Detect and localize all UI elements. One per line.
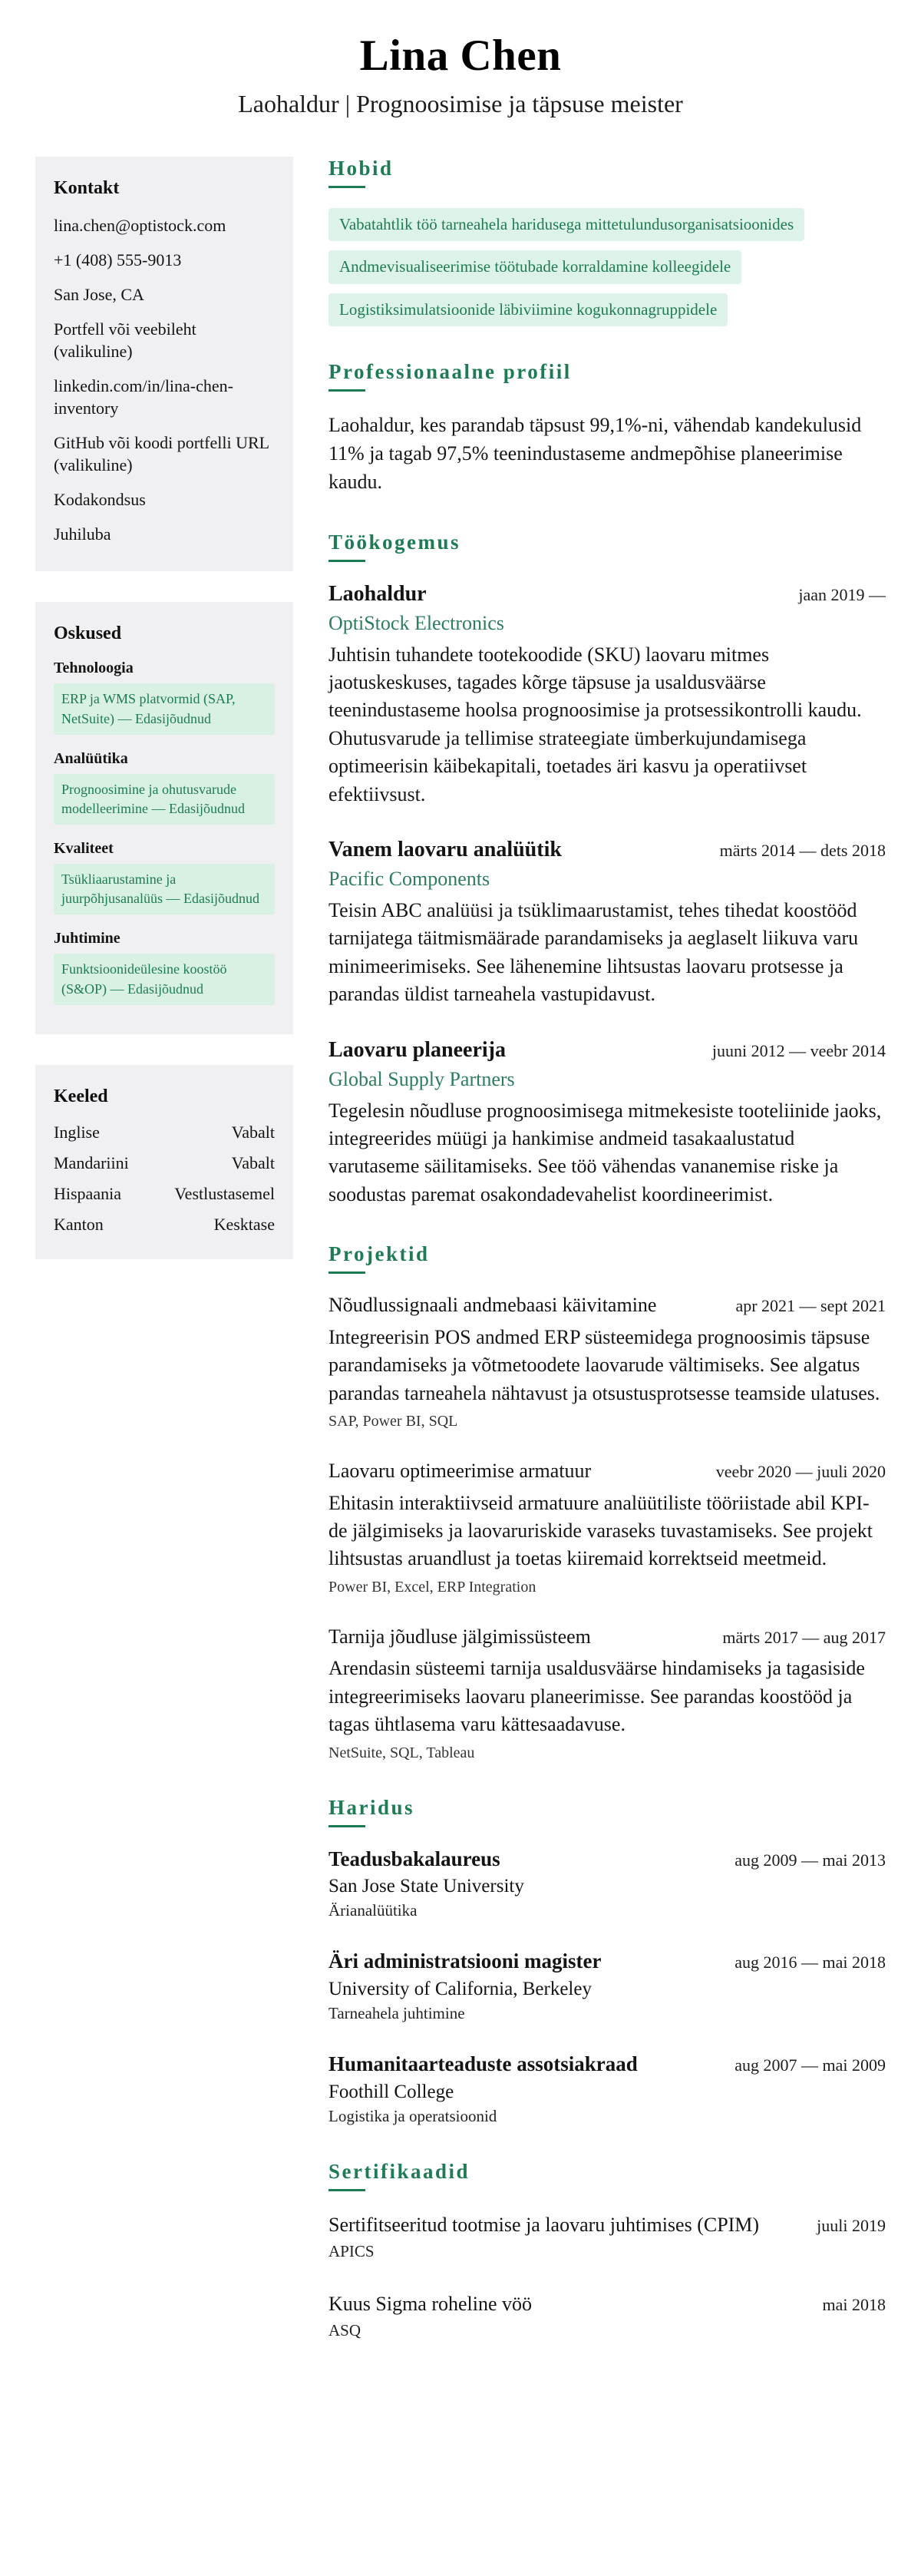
job-dates: märts 2014 — dets 2018 <box>719 840 886 860</box>
languages-section-title: Keeled <box>54 1086 108 1106</box>
skill-group-technology <box>54 660 275 734</box>
education-school: Foothill College <box>328 2081 454 2102</box>
job-header-row <box>328 1038 886 1063</box>
contact-citizenship: Kodakondsus <box>54 490 146 510</box>
certification-entry <box>328 2211 886 2261</box>
contact-section <box>35 157 293 571</box>
education-degree: Teadusbakalaureus <box>328 1847 500 1870</box>
hobby-chip: Andmevisualiseerimise töötubade korraldamine kolleegidele <box>328 250 741 283</box>
project-title: Nõudlussignaali andmebaasi käivitamine <box>328 1294 657 1317</box>
certification-date: mai 2018 <box>822 2294 886 2314</box>
section-underline <box>328 186 365 188</box>
education-entry <box>328 2052 886 2126</box>
sidebar <box>35 157 293 1290</box>
job-title: Laovaru planeerija <box>328 1037 506 1062</box>
experience-section-title: Töökogemus <box>328 530 461 554</box>
project-dates: apr 2021 — sept 2021 <box>735 1296 886 1316</box>
section-underline <box>328 2189 365 2191</box>
certification-issuer: ASQ <box>328 2320 361 2340</box>
language-row <box>54 1123 275 1143</box>
languages-section <box>35 1065 293 1259</box>
profile-section <box>328 360 886 497</box>
main-column <box>328 157 886 2340</box>
education-entry <box>328 1949 886 2023</box>
section-underline <box>328 1271 365 1274</box>
person-name: Lina Chen <box>359 31 562 80</box>
language-level: Vabalt <box>231 1122 275 1142</box>
education-school: San Jose State University <box>328 1876 524 1897</box>
education-field: Ärianalüütika <box>328 1901 418 1920</box>
education-section <box>328 1796 886 2126</box>
contact-portfolio: Portfell või veebileht (valikuline) <box>54 319 196 362</box>
certification-date: juuli 2019 <box>817 2215 886 2235</box>
job-company: Global Supply Partners <box>328 1067 515 1090</box>
hobbies-section-title: Hobid <box>328 157 394 180</box>
certifications-section <box>328 2160 886 2340</box>
skill-group-analytics <box>54 750 275 825</box>
hobby-chip: Vabatahtlik töö tarneahela haridusega mittetulundusorganisatsioonides <box>328 208 804 241</box>
contact-section-title: Kontakt <box>54 178 120 198</box>
profile-section-title: Professionaalne profiil <box>328 359 572 383</box>
project-description: Integreerisin POS andmed ERP süsteemidega prognoosimis täpsuse parandamiseks ja võtmetoodete laovarude vältimiseks. See algatus parandas tarneahela nähtavust ja otsustusprotsesse teamside ulatuses. <box>328 1325 880 1404</box>
education-degree: Äri administratsiooni magister <box>328 1949 602 1973</box>
job-header-row <box>328 582 886 607</box>
certification-entry <box>328 2290 886 2340</box>
education-school: University of California, Berkeley <box>328 1979 592 2000</box>
skill-group-quality <box>54 840 275 914</box>
language-name: Kanton <box>54 1214 104 1234</box>
contact-phone: +1 (408) 555-9013 <box>54 250 182 270</box>
job-description: Teisin ABC analüüsi ja tsüklimaarustamist, tehes tihedat koostööd tarnijatega täitmismäärade parandamiseks ja aeglaselt liikuva varu minimeerimiseks. See lähenemine lihtsustas laovaru protsesse ja parandas üldist tarneahela vastupidavust. <box>328 898 859 1006</box>
job-dates: juuni 2012 — veebr 2014 <box>711 1040 886 1060</box>
section-underline <box>328 560 365 562</box>
skill-group-label: Juhtimine <box>54 930 120 947</box>
job-dates: jaan 2019 — <box>798 584 886 604</box>
job-company: Pacific Components <box>328 867 490 890</box>
job-description: Juhtisin tuhandete tootekoodide (SKU) laovaru mitmes jaotuskeskuses, tagades kõrge täpsuse ja usaldusväärse teenindustaseme hoolsa prognoosimise ja protsessikontrolli kaudu. Ohutusvarude ja tellimise strateegiate ümberkujundamisega optimeerisin käibekapitali, toetades äri kasvu ja operatiivset efektiivsust. <box>328 643 862 805</box>
content-columns <box>35 157 886 2340</box>
education-dates: aug 2007 — mai 2009 <box>734 2055 886 2075</box>
skill-group-leadership <box>54 930 275 1004</box>
language-name: Hispaania <box>54 1183 121 1203</box>
language-name: Mandariini <box>54 1152 129 1172</box>
certification-name: Kuus Sigma roheline vöö <box>328 2292 533 2315</box>
language-name: Inglise <box>54 1122 100 1142</box>
skill-group-label: Kvaliteet <box>54 840 114 858</box>
person-tagline: Laohaldur | Prognoosimise ja täpsuse meister <box>238 90 683 117</box>
certification-header-row <box>328 2211 886 2238</box>
section-underline <box>328 1825 365 1827</box>
language-level: Vestlustasemel <box>174 1183 275 1203</box>
education-header-row <box>328 2052 886 2077</box>
skill-chip: Funktsioonideülesine koostöö (S&OP) — Edasijõudnud <box>54 954 275 1004</box>
skills-section <box>35 602 293 1034</box>
skill-chip: Tsükliaarustamine ja juurpõhjusanalüüs — Edasijõudnud <box>54 864 275 914</box>
education-field: Logistika ja operatsioonid <box>328 2106 497 2125</box>
certification-name: Sertifitseeritud tootmise ja laovaru juhtimises (CPIM) <box>328 2213 760 2236</box>
job-title: Laohaldur <box>328 581 427 606</box>
project-header-row <box>328 1460 886 1483</box>
project-dates: veebr 2020 — juuli 2020 <box>715 1461 886 1481</box>
project-entry <box>328 1460 886 1596</box>
certification-issuer: APICS <box>328 2241 375 2260</box>
project-header-row <box>328 1294 886 1318</box>
project-tech-stack: SAP, Power BI, SQL <box>328 1412 458 1430</box>
profile-summary: Laohaldur, kes parandab täpsust 99,1%-ni, vähendab kandekulusid 11% ja tagab 97,5% teenindustaseme andmepõhise planeerimise kaudu. <box>328 413 862 493</box>
project-title: Tarnija jõudluse jälgimissüsteem <box>328 1625 591 1648</box>
job-description: Tegelesin nõudluse prognoosimisega mitmekesiste tooteliinide jaoks, integreerides müügi ja hankimise andmeid tasakaalustatud varutaseme säilitamiseks. See töö vähendas vananemise riske ja soodustas paremat osakondadevahelist koordineerimist. <box>328 1099 882 1205</box>
skill-chip: Prognoosimine ja ohutusvarude modelleerimine — Edasijõudnud <box>54 774 275 825</box>
education-degree: Humanitaarteaduste assotsiakraad <box>328 2052 638 2076</box>
section-underline <box>328 389 365 392</box>
contact-github: GitHub või koodi portfelli URL (valikuline) <box>54 433 269 475</box>
hobbies-section <box>328 157 886 326</box>
job-title: Vanem laovaru analüütik <box>328 837 562 861</box>
job-header-row <box>328 838 886 862</box>
language-row <box>54 1184 275 1204</box>
education-field: Tarneahela juhtimine <box>328 2004 465 2023</box>
project-dates: märts 2017 — aug 2017 <box>722 1627 886 1647</box>
experience-section <box>328 531 886 1209</box>
education-dates: aug 2016 — mai 2018 <box>734 1953 886 1973</box>
project-description: Ehitasin interaktiivseid armatuure analüütiliste tööriistade abil KPI-de jälgimiseks ja laovaruriskide varaseks tuvastamiseks. See projekt lihtsustas aruandlust ja toetas kiiremaid korrektseid meetmeid. <box>328 1491 873 1570</box>
contact-driving-license: Juhiluba <box>54 524 111 544</box>
resume-header <box>35 31 886 118</box>
skills-section-title: Oskused <box>54 623 122 644</box>
hobby-chip: Logistiksimulatsioonide läbiviimine kogukonnagruppidele <box>328 293 728 326</box>
education-header-row <box>328 1949 886 1974</box>
certifications-section-title: Sertifikaadid <box>328 2159 470 2183</box>
contact-location: San Jose, CA <box>54 285 144 305</box>
project-entry <box>328 1625 886 1762</box>
skill-chip: ERP ja WMS platvormid (SAP, NetSuite) — Edasijõudnud <box>54 683 275 734</box>
education-header-row <box>328 1847 886 1872</box>
project-tech-stack: NetSuite, SQL, Tableau <box>328 1744 475 1761</box>
education-dates: aug 2009 — mai 2013 <box>734 1850 886 1870</box>
language-level: Kesktase <box>213 1214 275 1234</box>
project-header-row <box>328 1625 886 1649</box>
contact-email: lina.chen@optistock.com <box>54 216 226 235</box>
job-entry <box>328 838 886 1009</box>
projects-section-title: Projektid <box>328 1242 430 1266</box>
contact-linkedin: linkedin.com/in/lina-chen-inventory <box>54 376 233 418</box>
skill-group-label: Tehnoloogia <box>54 660 134 677</box>
skill-group-label: Analüütika <box>54 749 128 767</box>
education-section-title: Haridus <box>328 1795 415 1819</box>
language-row <box>54 1153 275 1173</box>
job-entry <box>328 1038 886 1209</box>
project-title: Laovaru optimeerimise armatuur <box>328 1459 592 1482</box>
project-entry <box>328 1294 886 1430</box>
language-level: Vabalt <box>231 1152 275 1172</box>
education-entry <box>328 1847 886 1921</box>
certification-header-row <box>328 2290 886 2317</box>
language-row <box>54 1215 275 1235</box>
job-company: OptiStock Electronics <box>328 611 504 634</box>
project-description: Arendasin süsteemi tarnija usaldusväärse hindamiseks ja tagasiside integreerimiseks laovaru planeerimisse. See parandas koostööd ja tagas ühtlasema varu kättesaadavuse. <box>328 1657 865 1736</box>
project-tech-stack: Power BI, Excel, ERP Integration <box>328 1578 536 1596</box>
job-entry <box>328 582 886 809</box>
projects-section <box>328 1242 886 1762</box>
